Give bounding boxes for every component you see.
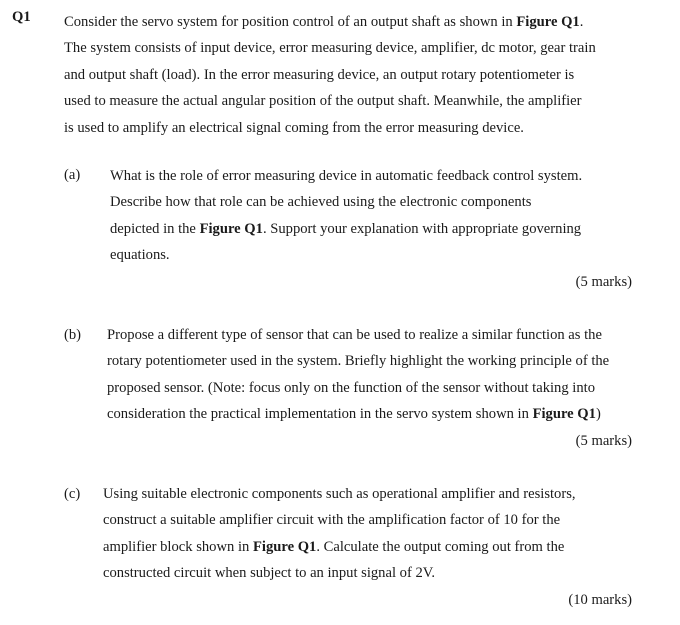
figure-reference: Figure Q1 <box>252 538 317 555</box>
intro-line-text: Consider the servo system for position control of an output shaft as shown in <box>64 14 517 30</box>
part-line-text: . Support your explanation with appropriate governing <box>262 220 582 237</box>
part-a-text <box>110 163 582 269</box>
figure-reference: Figure Q1 <box>516 14 580 30</box>
part-line <box>107 401 609 427</box>
question-number: Q1 <box>12 9 31 25</box>
part-line <box>110 242 582 268</box>
intro-line-text: used to measure the actual angular position of the output shaft. Meanwhile, the amplifier <box>64 93 582 110</box>
part-line-text: depicted in the <box>110 220 200 237</box>
part-c-label: (c) <box>64 486 81 502</box>
part-line-text: Using suitable electronic components such as operational amplifier and resistors, <box>103 486 576 502</box>
part-line-text: Propose a different type of sensor that can be used to realize a similar function as the <box>107 327 602 343</box>
intro-line-text: and output shaft (load). In the error measuring device, an output rotary potentiometer is <box>64 66 575 83</box>
part-line-text: ) <box>595 406 601 423</box>
part-line <box>110 163 582 189</box>
intro-line <box>64 88 644 114</box>
intro-line <box>64 35 644 61</box>
part-line <box>107 322 609 348</box>
part-line-text: constructed circuit when subject to an input signal of 2V. <box>103 565 436 582</box>
intro-line <box>64 9 644 35</box>
part-line-text: proposed sensor. (Note: focus only on the function of the sensor without taking into <box>107 379 596 396</box>
part-line <box>103 507 576 533</box>
part-line-text: construct a suitable amplifier circuit with the amplification factor of 10 for the <box>103 512 561 529</box>
part-line <box>107 348 609 374</box>
part-c-marks: (10 marks) <box>568 592 632 608</box>
intro-line-text: is used to amplify an electrical signal coming from the error measuring device. <box>64 119 524 136</box>
intro-line-text: . <box>579 14 584 30</box>
part-c-text <box>103 481 576 587</box>
part-line-text: rotary potentiometer used in the system. Briefly highlight the working principle of the <box>107 353 610 370</box>
part-b-marks: (5 marks) <box>575 433 632 449</box>
part-line <box>107 375 609 401</box>
part-line <box>103 534 576 560</box>
intro-line-text: The system consists of input device, error measuring device, amplifier, dc motor, gear train <box>64 40 596 57</box>
part-line-text: consideration the practical implementation in the servo system shown in <box>107 406 533 423</box>
part-line-text: Describe how that role can be achieved using the electronic components <box>110 194 532 211</box>
part-b-text <box>107 322 609 428</box>
part-line-text: What is the role of error measuring device in automatic feedback control system. <box>110 168 583 184</box>
part-a-label: (a) <box>64 167 81 183</box>
part-line <box>110 216 582 242</box>
intro-line <box>64 115 644 141</box>
intro-line <box>64 62 644 88</box>
part-line-text: . Calculate the output coming out from the <box>316 538 565 555</box>
figure-reference: Figure Q1 <box>532 406 596 423</box>
part-line <box>103 560 576 586</box>
part-line <box>110 189 582 215</box>
part-line <box>103 481 576 507</box>
part-b-label: (b) <box>64 327 82 343</box>
figure-reference: Figure Q1 <box>199 220 263 237</box>
question-intro <box>64 9 644 141</box>
part-a-marks: (5 marks) <box>575 274 632 290</box>
part-line-text: equations. <box>110 247 170 264</box>
part-line-text: amplifier block shown in <box>103 538 253 555</box>
